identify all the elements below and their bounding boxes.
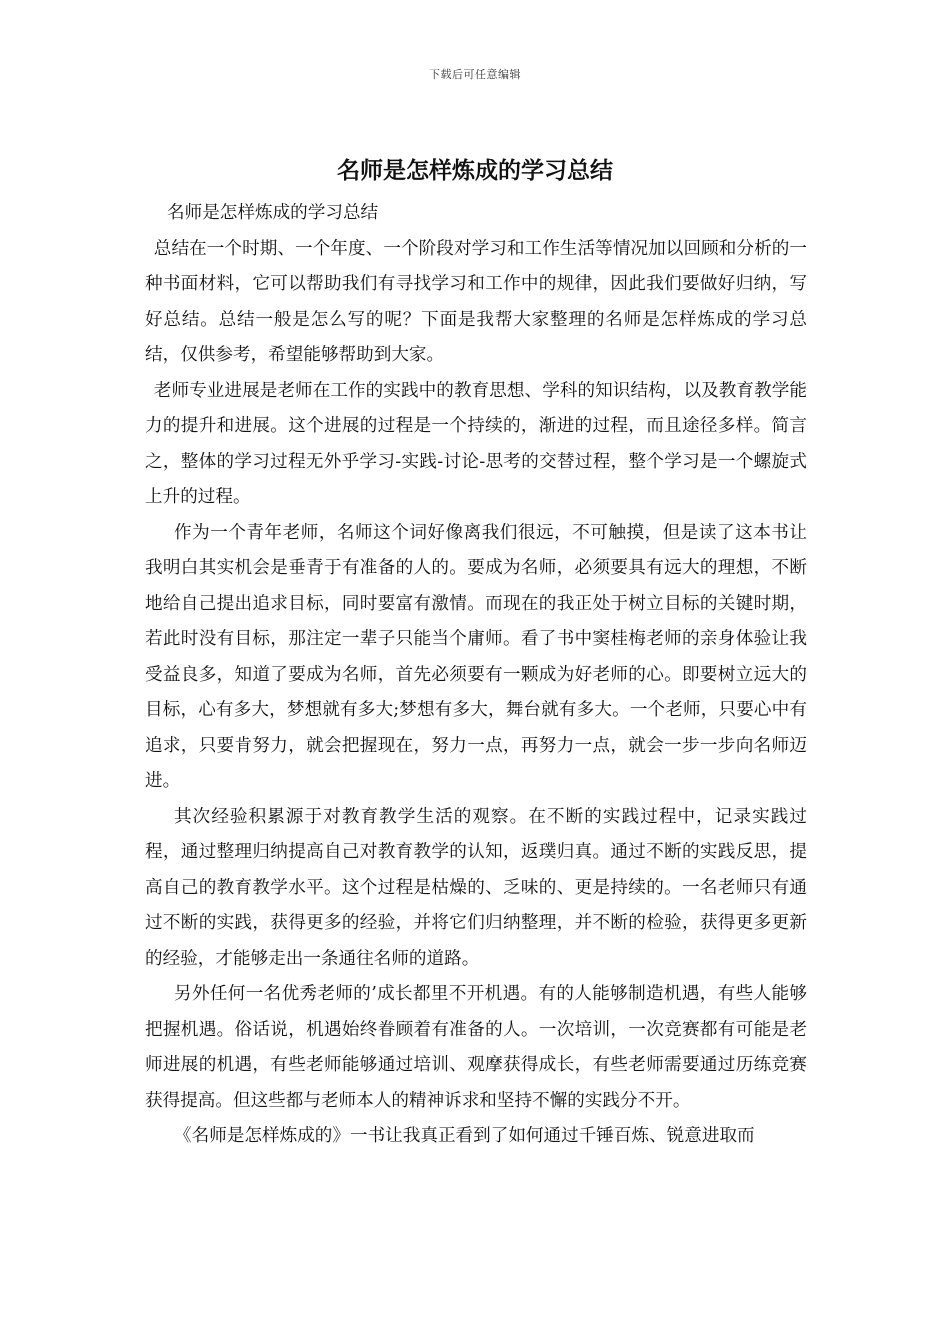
header-note: 下载后可任意编辑 <box>429 68 521 81</box>
body-paragraph: 另外任何一名优秀老师的’成长都里不开机遇。有的人能够制造机遇，有些人能够把握机遇。俗话说，机遇始终眷顾着有准备的人。一次培训，一次竞赛都有可能是老师进展的机遇，有些老师能够通过培训、观摩获得成长，有些老师需要通过历练竞赛获得提高。但这些都与老师本人的精神诉求和坚持不懈的实践分不开。 <box>145 984 807 1111</box>
body-paragraph: 其次经验积累源于对教育教学生活的观察。在不断的实践过程中，记录实践过程，通过整理归纳提高自己对教育教学的认知，返璞归真。通过不断的实践反思，提高自己的教育教学水平。这个过程是枯燥的、乏味的、更是持续的。一名老师只有通过不断的实践，获得更多的经验，并将它们归纳整理，并不断的检验，获得更多更新的经验，才能够走出一条通往名师的道路。 <box>145 806 807 969</box>
subtitle-paragraph: 名师是怎样炼成的学习总结 <box>167 203 379 223</box>
document-title: 名师是怎样炼成的学习总结 <box>337 157 613 184</box>
body-paragraph: 作为一个青年老师，名师这个词好像离我们很远，不可触摸，但是读了这本书让我明白其实机会是垂青于有准备的人的。要成为名师，必须要具有远大的理想，不断地给自己提出追求目标，同时要富有激情。而现在的我正处于树立目标的关键时期，若此时没有目标，那注定一辈子只能当个庸师。看了书中窦桂梅老师的亲身体验让我受益良多，知道了要成为名师，首先必须要有一颗成为好老师的心。即要树立远大的目标，心有多大，梦想就有多大;梦想有多大，舞台就有多大。一个老师，只要心中有追求，只要肯努力，就会把握现在，努力一点，再努力一点，就会一步一步向名师迈进。 <box>145 522 807 791</box>
document-body <box>145 196 807 1155</box>
body-paragraph: 总结在一个时期、一个年度、一个阶段对学习和工作生活等情况加以回顾和分析的一种书面材料，它可以帮助我们有寻找学习和工作中的规律，因此我们要做好归纳，写好总结。总结一般是怎么写的呢？下面是我帮大家整理的名师是怎样炼成的学习总结，仅供参考，希望能够帮助到大家。 <box>145 238 807 365</box>
body-paragraph: 《名师是怎样炼成的》一书让我真正看到了如何通过千锤百炼、锐意进取而 <box>174 1126 755 1146</box>
body-paragraph: 老师专业进展是老师在工作的实践中的教育思想、学科的知识结构，以及教育教学能力的提升和进展。这个进展的过程是一个持续的，渐进的过程，而且途径多样。简言之，整体的学习过程无外乎学习-实践-讨论-思考的交替过程，整个学习是一个螺旋式上升的过程。 <box>145 380 807 507</box>
